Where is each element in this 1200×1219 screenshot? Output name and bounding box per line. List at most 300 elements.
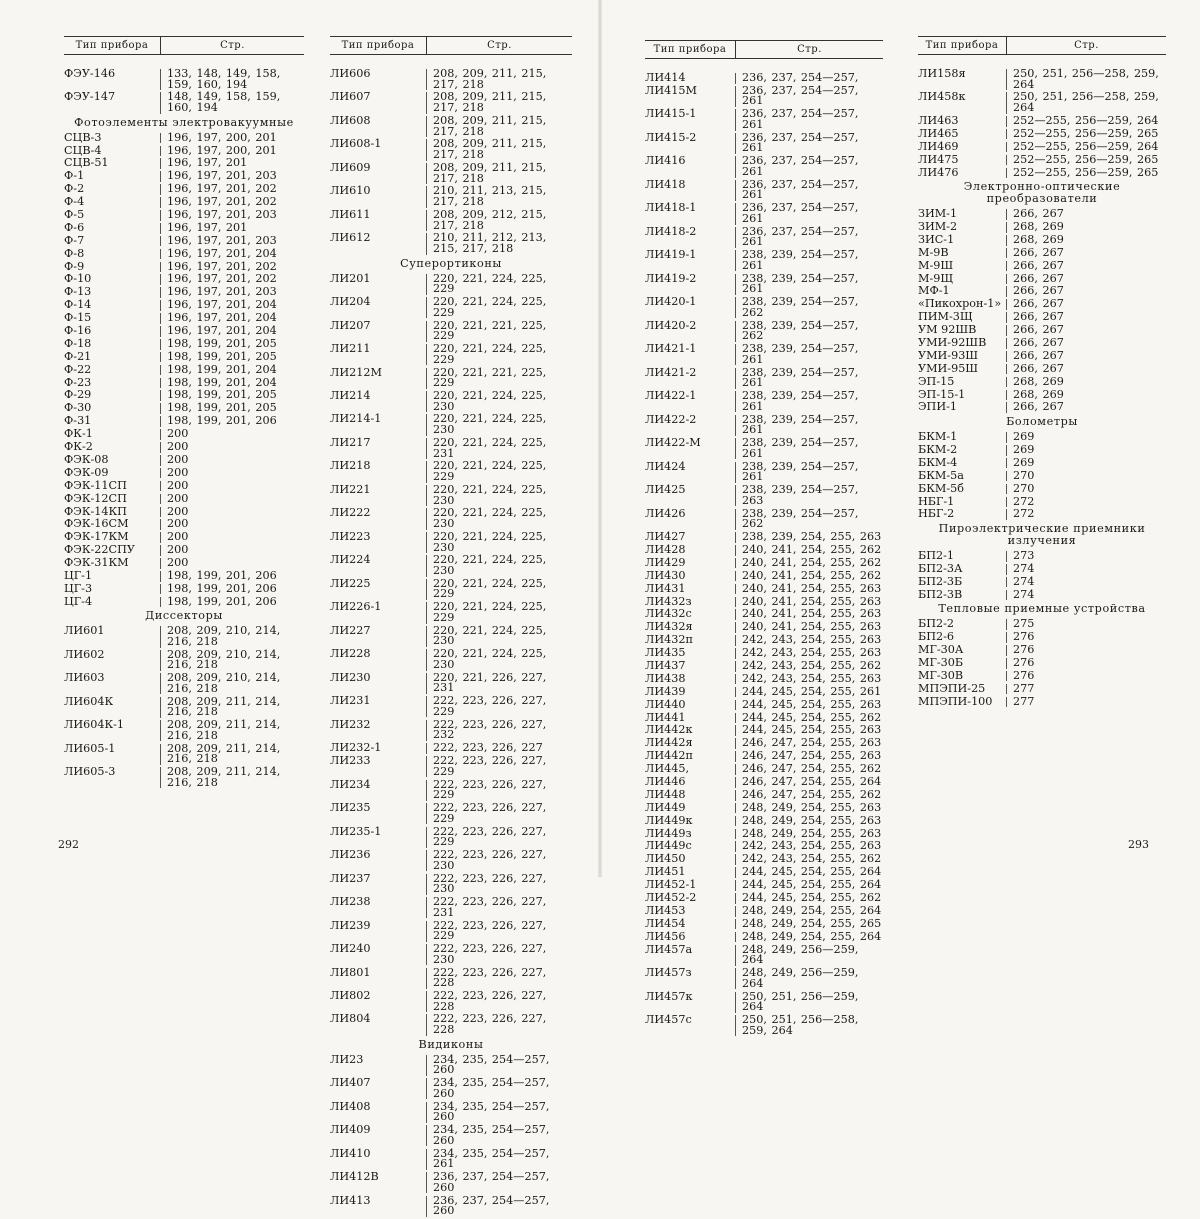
index-entry xyxy=(645,365,883,390)
device-type: ЛИ457а xyxy=(645,942,693,956)
index-entry xyxy=(64,741,304,766)
page-refs: 236, 237, 254—257, 261 xyxy=(735,86,883,107)
index-entry xyxy=(645,725,883,736)
index-entry xyxy=(330,482,572,507)
index-entry xyxy=(64,720,304,741)
page-refs: 238, 239, 254—257, 261 xyxy=(735,344,883,365)
page-refs: 200 xyxy=(160,429,304,440)
page-refs: 200 xyxy=(160,532,304,543)
page-refs: 198, 199, 201, 204 xyxy=(160,365,304,376)
page-refs: 196, 197, 201, 202 xyxy=(160,197,304,208)
index-entry xyxy=(330,414,572,435)
index-entry xyxy=(330,576,572,601)
page-refs: 248, 249, 256—259, 264 xyxy=(735,945,883,966)
device-type: ЛИ416 xyxy=(645,154,686,168)
column-header xyxy=(918,36,1166,55)
page-refs: 208, 209, 211, 215, 217, 218 xyxy=(426,139,572,160)
section-heading: Пироэлектрические приемники излучения xyxy=(938,522,1146,548)
page-refs: 208, 209, 211, 215, 217, 218 xyxy=(426,116,572,137)
device-type: БКМ-2 xyxy=(918,442,958,456)
index-entry xyxy=(330,824,572,849)
device-type: ЛИ611 xyxy=(330,207,371,221)
device-type: Ф-10 xyxy=(64,272,92,286)
index-entry xyxy=(918,694,1166,708)
page-refs: 198, 199, 201, 206 xyxy=(160,584,304,595)
index-entry xyxy=(64,452,304,466)
index-entry xyxy=(645,671,883,685)
page-refs: 196, 197, 201, 203 xyxy=(160,171,304,182)
index-entry xyxy=(645,609,883,620)
page-refs: 220, 221, 224, 225, 230 xyxy=(426,508,572,529)
page-refs: 277 xyxy=(1006,697,1166,708)
page-refs: 220, 221, 221, 225, 229 xyxy=(426,321,572,342)
device-type: УМИ-92ШВ xyxy=(918,336,987,350)
index-entry xyxy=(330,318,572,343)
device-type: ЛИ214-1 xyxy=(330,412,382,426)
page-refs: 276 xyxy=(1006,658,1166,669)
index-entry xyxy=(330,777,572,802)
page-refs: 198, 199, 201, 205 xyxy=(160,403,304,414)
index-entry xyxy=(330,965,572,990)
device-type: ЛИ439 xyxy=(645,684,686,698)
index-entry xyxy=(645,751,883,762)
device-type: НБГ-2 xyxy=(918,507,955,521)
device-type: МГ-30В xyxy=(918,668,964,682)
index-entry xyxy=(64,197,304,208)
device-type: ЛИ609 xyxy=(330,160,371,174)
device-type: ЛИ223 xyxy=(330,529,371,543)
index-entry xyxy=(918,113,1166,127)
device-type: ЛИ224 xyxy=(330,553,371,567)
index-entry xyxy=(64,274,304,285)
index-entry xyxy=(918,481,1166,495)
device-type: ФЭУ-146 xyxy=(64,67,116,80)
page-refs: 236, 237, 254—257, 261 xyxy=(735,109,883,130)
index-column-4 xyxy=(918,36,1166,710)
page-refs: 246, 247, 254, 255, 262 xyxy=(735,790,883,801)
index-entry xyxy=(330,991,572,1012)
device-type: МПЭПИ-100 xyxy=(918,694,993,708)
index-rows xyxy=(330,69,572,1217)
index-entry xyxy=(918,632,1166,643)
page-refs: 252—255, 256—259, 264 xyxy=(1006,116,1166,127)
page-refs: 274 xyxy=(1006,564,1166,575)
device-type: ЛИ458к xyxy=(918,90,966,104)
device-type: ЛИ604К-1 xyxy=(64,718,125,732)
page-refs: 240, 241, 254, 255, 263 xyxy=(735,609,883,620)
page-refs: 236, 237, 254—257, 260 xyxy=(426,1196,572,1217)
index-entry xyxy=(330,555,572,576)
page-refs: 246, 247, 254, 255, 262 xyxy=(735,764,883,775)
device-type: Ф-16 xyxy=(64,324,92,338)
index-entry xyxy=(918,561,1166,575)
page-refs: 200 xyxy=(160,545,304,556)
page-refs: 236, 237, 254—257, xyxy=(735,73,883,84)
device-type: ЛИ414 xyxy=(645,71,686,84)
page-refs: 198, 199, 201, 205 xyxy=(160,390,304,401)
index-rows xyxy=(918,69,1166,707)
device-type: ЛИ432я xyxy=(645,620,693,634)
device-type: ЗИМ-2 xyxy=(918,220,958,234)
page-refs: 238, 239, 254—257, 261 xyxy=(735,462,883,483)
device-type: Ф-6 xyxy=(64,220,85,234)
page-refs: 273 xyxy=(1006,551,1166,562)
page-refs: 208, 209, 211, 215, 217, 218 xyxy=(426,92,572,113)
device-type: ЭП-15-1 xyxy=(918,387,966,401)
section-heading: Фотоэлементы электровакуумные xyxy=(74,115,294,129)
device-type: ПИМ-3Щ xyxy=(918,310,973,324)
page-refs: 196, 197, 201, 202 xyxy=(160,184,304,195)
page-refs: 272 xyxy=(1006,497,1166,508)
index-entry xyxy=(64,568,304,582)
index-entry xyxy=(645,622,883,633)
index-entry xyxy=(330,1052,572,1077)
index-entry xyxy=(64,143,304,157)
index-entry xyxy=(330,670,572,695)
index-entry xyxy=(645,787,883,801)
device-type: ЛИ222 xyxy=(330,506,371,520)
index-entry xyxy=(645,412,883,437)
device-type: ЛИ452-1 xyxy=(645,878,697,892)
page-refs: 250, 251, 256—259, 264 xyxy=(735,992,883,1013)
device-type: ЛИ415-2 xyxy=(645,130,697,144)
page-refs: 198, 199, 201, 206 xyxy=(160,571,304,582)
device-type: ЛИ457с xyxy=(645,1013,692,1027)
device-type: УМИ-93Ш xyxy=(918,348,979,362)
index-entry xyxy=(64,465,304,479)
index-entry xyxy=(645,318,883,343)
device-type: «Пикохрон-1» xyxy=(918,297,1002,311)
page-refs: 208, 209, 211, 214, 216, 218 xyxy=(160,767,304,788)
section-heading: Тепловые приемные устройства xyxy=(938,602,1146,616)
page-refs: 248, 249, 254, 255, 263 xyxy=(735,803,883,814)
index-entry xyxy=(645,109,883,130)
device-type: ЛИ430 xyxy=(645,568,686,582)
device-type: ЛИ435 xyxy=(645,646,686,660)
index-entry xyxy=(918,681,1166,695)
page-refs: 208, 209, 211, 214, 216, 218 xyxy=(160,720,304,741)
device-type: ЛИ440 xyxy=(645,697,686,711)
device-type: ЛИ610 xyxy=(330,184,371,198)
column-header xyxy=(64,36,304,55)
page-refs: 220, 221, 224, 225, 231 xyxy=(426,438,572,459)
index-entry xyxy=(645,854,883,865)
device-type: ЛИ432п xyxy=(645,633,693,647)
index-entry xyxy=(64,581,304,595)
page-refs: 222, 223, 226, 227, 231 xyxy=(426,897,572,918)
page-refs: 198, 199, 201, 204 xyxy=(160,378,304,389)
device-type: ЛИ226-1 xyxy=(330,600,382,614)
device-type: МПЭПИ-25 xyxy=(918,681,986,695)
page-refs: 252—255, 256—259, 265 xyxy=(1006,155,1166,166)
page-refs: 242, 243, 254, 255, 263 xyxy=(735,635,883,646)
page-refs: 210, 211, 212, 213, 215, 217, 218 xyxy=(426,233,572,254)
index-entry xyxy=(645,555,883,569)
page-refs: 196, 197, 201, 203 xyxy=(160,236,304,247)
device-type: ЦГ-1 xyxy=(64,568,93,582)
page-refs: 244, 245, 254, 255, 262 xyxy=(735,893,883,904)
page-refs: 208, 209, 211, 214, 216, 218 xyxy=(160,697,304,718)
page-refs: 240, 241, 254, 255, 263 xyxy=(735,622,883,633)
page-refs: 236, 237, 254—257, 261 xyxy=(735,156,883,177)
index-entry xyxy=(645,391,883,412)
index-entry xyxy=(918,232,1166,246)
device-type: ЛИ449с xyxy=(645,839,692,853)
index-entry xyxy=(645,568,883,582)
device-type: ЛИ602 xyxy=(64,647,105,661)
device-type: ЛИ801 xyxy=(330,965,371,979)
device-type: ЛИ422-2 xyxy=(645,412,697,426)
device-type: ЛИ214 xyxy=(330,389,371,402)
header-device-type: Тип прибора xyxy=(64,37,161,54)
page-refs: 208, 209, 211, 215, 217, 218 xyxy=(426,163,572,184)
page-refs: 220, 221, 224, 225, 229 xyxy=(426,579,572,600)
index-entry xyxy=(645,893,883,904)
index-entry xyxy=(918,299,1166,310)
index-entry xyxy=(64,442,304,453)
page-refs: 238, 239, 254—257, 262 xyxy=(735,321,883,342)
page-refs: 240, 241, 254, 255, 263 xyxy=(735,597,883,608)
device-type: ФЭК-31КМ xyxy=(64,556,129,570)
device-type: Ф-4 xyxy=(64,195,85,209)
index-entry xyxy=(918,574,1166,588)
device-type: ЛИ465 xyxy=(918,126,959,140)
page-refs: 200 xyxy=(160,494,304,505)
device-type: ЛИ432с xyxy=(645,607,692,621)
device-type: ЛИ451 xyxy=(645,865,686,879)
page-refs: 246, 247, 254, 255, 264 xyxy=(735,777,883,788)
device-type: ЛИ217 xyxy=(330,435,371,449)
index-entry xyxy=(64,233,304,247)
device-type: ЛИ408 xyxy=(330,1099,371,1113)
index-entry xyxy=(645,344,883,365)
page-refs: 266, 267 xyxy=(1006,312,1166,323)
page-refs: 208, 209, 210, 214, 216, 218 xyxy=(160,673,304,694)
device-type: ЛИ452-2 xyxy=(645,891,697,905)
page-refs: 276 xyxy=(1006,645,1166,656)
device-type: ЛИ227 xyxy=(330,623,371,637)
index-entry xyxy=(645,800,883,814)
index-entry xyxy=(330,918,572,943)
page-refs: 220, 221, 224, 225, 230 xyxy=(426,555,572,576)
index-entry xyxy=(330,1078,572,1099)
device-type: ЛИ237 xyxy=(330,871,371,885)
header-page: Стр. xyxy=(220,40,245,51)
page-refs: 222, 223, 226, 227, 229 xyxy=(426,827,572,848)
page-refs: 196, 197, 200, 201 xyxy=(160,146,304,157)
page-refs: 250, 251, 256—258, 259, 264 xyxy=(735,1015,883,1036)
page-refs: 270 xyxy=(1006,484,1166,495)
index-column-3 xyxy=(645,40,883,1039)
page-refs: 208, 209, 212, 215, 217, 218 xyxy=(426,210,572,231)
page-number-left: 292 xyxy=(58,838,79,851)
index-entry xyxy=(330,1193,572,1218)
device-type: М-9В xyxy=(918,245,949,259)
index-entry xyxy=(645,697,883,711)
page-refs: 238, 239, 254—257, 261 xyxy=(735,250,883,271)
index-entry xyxy=(64,130,304,144)
section-heading: Суперортиконы xyxy=(400,256,502,270)
index-entry xyxy=(330,1146,572,1171)
header-device-type: Тип прибора xyxy=(330,37,427,54)
index-entry xyxy=(645,203,883,224)
page-refs: 222, 223, 226, 227, 228 xyxy=(426,991,572,1012)
device-type: ЛИ207 xyxy=(330,318,371,332)
page-refs: 238, 239, 254—257, 261 xyxy=(735,391,883,412)
page-refs: 198, 199, 201, 206 xyxy=(160,416,304,427)
header-page: Стр. xyxy=(1074,40,1099,51)
page-refs: 198, 199, 201, 205 xyxy=(160,352,304,363)
device-type: ЛИ449з xyxy=(645,826,692,840)
device-type: Ф-5 xyxy=(64,208,85,222)
index-entry xyxy=(918,551,1166,562)
index-entry xyxy=(330,1172,572,1193)
index-entry xyxy=(330,69,572,90)
device-type: БП2-2 xyxy=(918,617,954,631)
device-type: ЛИ804 xyxy=(330,1012,371,1026)
page-refs: 200 xyxy=(160,507,304,518)
index-entry xyxy=(64,594,304,608)
device-type: ЛИ201 xyxy=(330,271,371,285)
index-entry xyxy=(64,184,304,195)
page-refs: 148, 149, 158, 159, 160, 194 xyxy=(160,92,304,113)
index-entry xyxy=(645,867,883,878)
page-refs: 196, 197, 201, 203 xyxy=(160,210,304,221)
page-refs: 266, 267 xyxy=(1006,274,1166,285)
page-refs: 240, 241, 254, 255, 262 xyxy=(735,545,883,556)
device-type: ФЭК-12СП xyxy=(64,491,127,505)
page-refs: 220, 221, 226, 227, 231 xyxy=(426,673,572,694)
device-type: Ф-1 xyxy=(64,169,85,183)
index-entry xyxy=(64,92,304,113)
page-refs: 220, 221, 224, 225, 229 xyxy=(426,344,572,365)
device-type: Ф-14 xyxy=(64,298,92,312)
page-refs: 266, 267 xyxy=(1006,286,1166,297)
header-device-type: Тип прибора xyxy=(645,41,736,58)
device-type: ЛИ409 xyxy=(330,1123,371,1137)
index-column-2 xyxy=(330,36,572,1219)
index-entry xyxy=(918,348,1166,362)
device-type: ЛИ239 xyxy=(330,918,371,932)
device-type: Ф-21 xyxy=(64,349,92,363)
page-refs: 274 xyxy=(1006,590,1166,601)
right-page xyxy=(600,0,1200,1037)
index-entry xyxy=(330,1014,572,1035)
index-entry xyxy=(918,619,1166,630)
index-entry xyxy=(918,442,1166,456)
index-entry xyxy=(645,156,883,177)
device-type: ЛИ432з xyxy=(645,594,692,608)
device-type: ЛИ418 xyxy=(645,177,686,191)
device-type: ЛИ442я xyxy=(645,736,693,750)
page-refs: 133, 148, 149, 158, 159, 160, 194 xyxy=(160,69,304,90)
page-refs: 238, 239, 254—257, 261 xyxy=(735,368,883,389)
device-type: ЦГ-4 xyxy=(64,594,93,608)
index-entry xyxy=(918,468,1166,482)
device-type: ЛИ418-1 xyxy=(645,201,697,215)
index-entry xyxy=(64,491,304,505)
page-refs: 266, 267 xyxy=(1006,299,1166,310)
index-entry xyxy=(645,594,883,608)
page-refs: 240, 241, 254, 255, 262 xyxy=(735,571,883,582)
index-entry xyxy=(64,300,304,311)
device-type: МГ-30А xyxy=(918,643,964,657)
device-type: ЛИ445, xyxy=(645,762,690,776)
index-entry xyxy=(645,738,883,749)
index-entry xyxy=(330,233,572,254)
index-entry xyxy=(330,461,572,482)
device-type: СЦВ-51 xyxy=(64,156,109,170)
index-entry xyxy=(918,387,1166,401)
page-refs: 240, 241, 254, 255, 262 xyxy=(735,558,883,569)
page-refs: 222, 223, 226, 227, 230 xyxy=(426,850,572,871)
index-rows xyxy=(64,69,304,788)
page-refs: 234, 235, 254—257, 260 xyxy=(426,1078,572,1099)
device-type: Ф-30 xyxy=(64,401,92,415)
device-type: ЛИ421-1 xyxy=(645,342,697,356)
page-refs: 208, 209, 210, 214, 216, 218 xyxy=(160,626,304,647)
device-type: ЛИ457з xyxy=(645,966,692,980)
device-type: ЦГ-3 xyxy=(64,581,93,595)
device-type: ЛИ442п xyxy=(645,749,693,763)
device-type: ЛИ431 xyxy=(645,581,686,595)
index-entry xyxy=(330,1099,572,1124)
page-refs: 242, 243, 254, 255, 263 xyxy=(735,841,883,852)
index-entry xyxy=(330,365,572,390)
index-entry xyxy=(918,222,1166,233)
device-type: УМИ-95Ш xyxy=(918,361,979,375)
index-entry xyxy=(918,509,1166,520)
page-refs: 222, 223, 226, 227, 230 xyxy=(426,874,572,895)
section-heading: Диссекторы xyxy=(145,609,223,623)
page-refs: 210, 211, 213, 215, 217, 218 xyxy=(426,186,572,207)
page-refs: 220, 221, 224, 225, 230 xyxy=(426,414,572,435)
page-refs: 222, 223, 226, 227, 229 xyxy=(426,756,572,777)
device-type: ЛИ204 xyxy=(330,295,371,309)
device-type: ФК-1 xyxy=(64,427,93,441)
device-type: ЛИ456 xyxy=(645,929,686,943)
index-entry xyxy=(330,623,572,648)
device-type: НБГ-1 xyxy=(918,494,955,508)
page-refs: 238, 239, 254—257, 263 xyxy=(735,485,883,506)
index-entry xyxy=(918,402,1166,413)
device-type: ЛИ23 xyxy=(330,1052,364,1066)
page-refs: 220, 221, 224, 225, 230 xyxy=(426,391,572,412)
index-entry xyxy=(645,880,883,891)
index-entry xyxy=(64,158,304,169)
page-refs: 252—255, 256—259, 264 xyxy=(1006,142,1166,153)
index-entry xyxy=(918,245,1166,259)
device-type: ЛИ419-2 xyxy=(645,271,697,285)
device-type: БП2-3Б xyxy=(918,574,963,588)
index-entry xyxy=(330,297,572,318)
index-entry xyxy=(918,126,1166,140)
page-refs: 222, 223, 226, 227, 228 xyxy=(426,1014,572,1035)
device-type: МФ-1 xyxy=(918,284,950,298)
index-entry xyxy=(330,1125,572,1146)
index-entry xyxy=(645,942,883,967)
index-entry xyxy=(645,684,883,698)
header-page: Стр. xyxy=(487,40,512,51)
page-refs: 236, 237, 254—257, 261 xyxy=(735,203,883,224)
page-refs: 248, 249, 254, 255, 264 xyxy=(735,906,883,917)
index-entry xyxy=(645,635,883,646)
device-type: ЛИ424 xyxy=(645,459,686,473)
device-type: Ф-9 xyxy=(64,259,85,273)
device-type: ЛИ410 xyxy=(330,1146,371,1160)
index-entry xyxy=(330,391,572,412)
page-refs: 222, 223, 226, 227, 229 xyxy=(426,696,572,717)
